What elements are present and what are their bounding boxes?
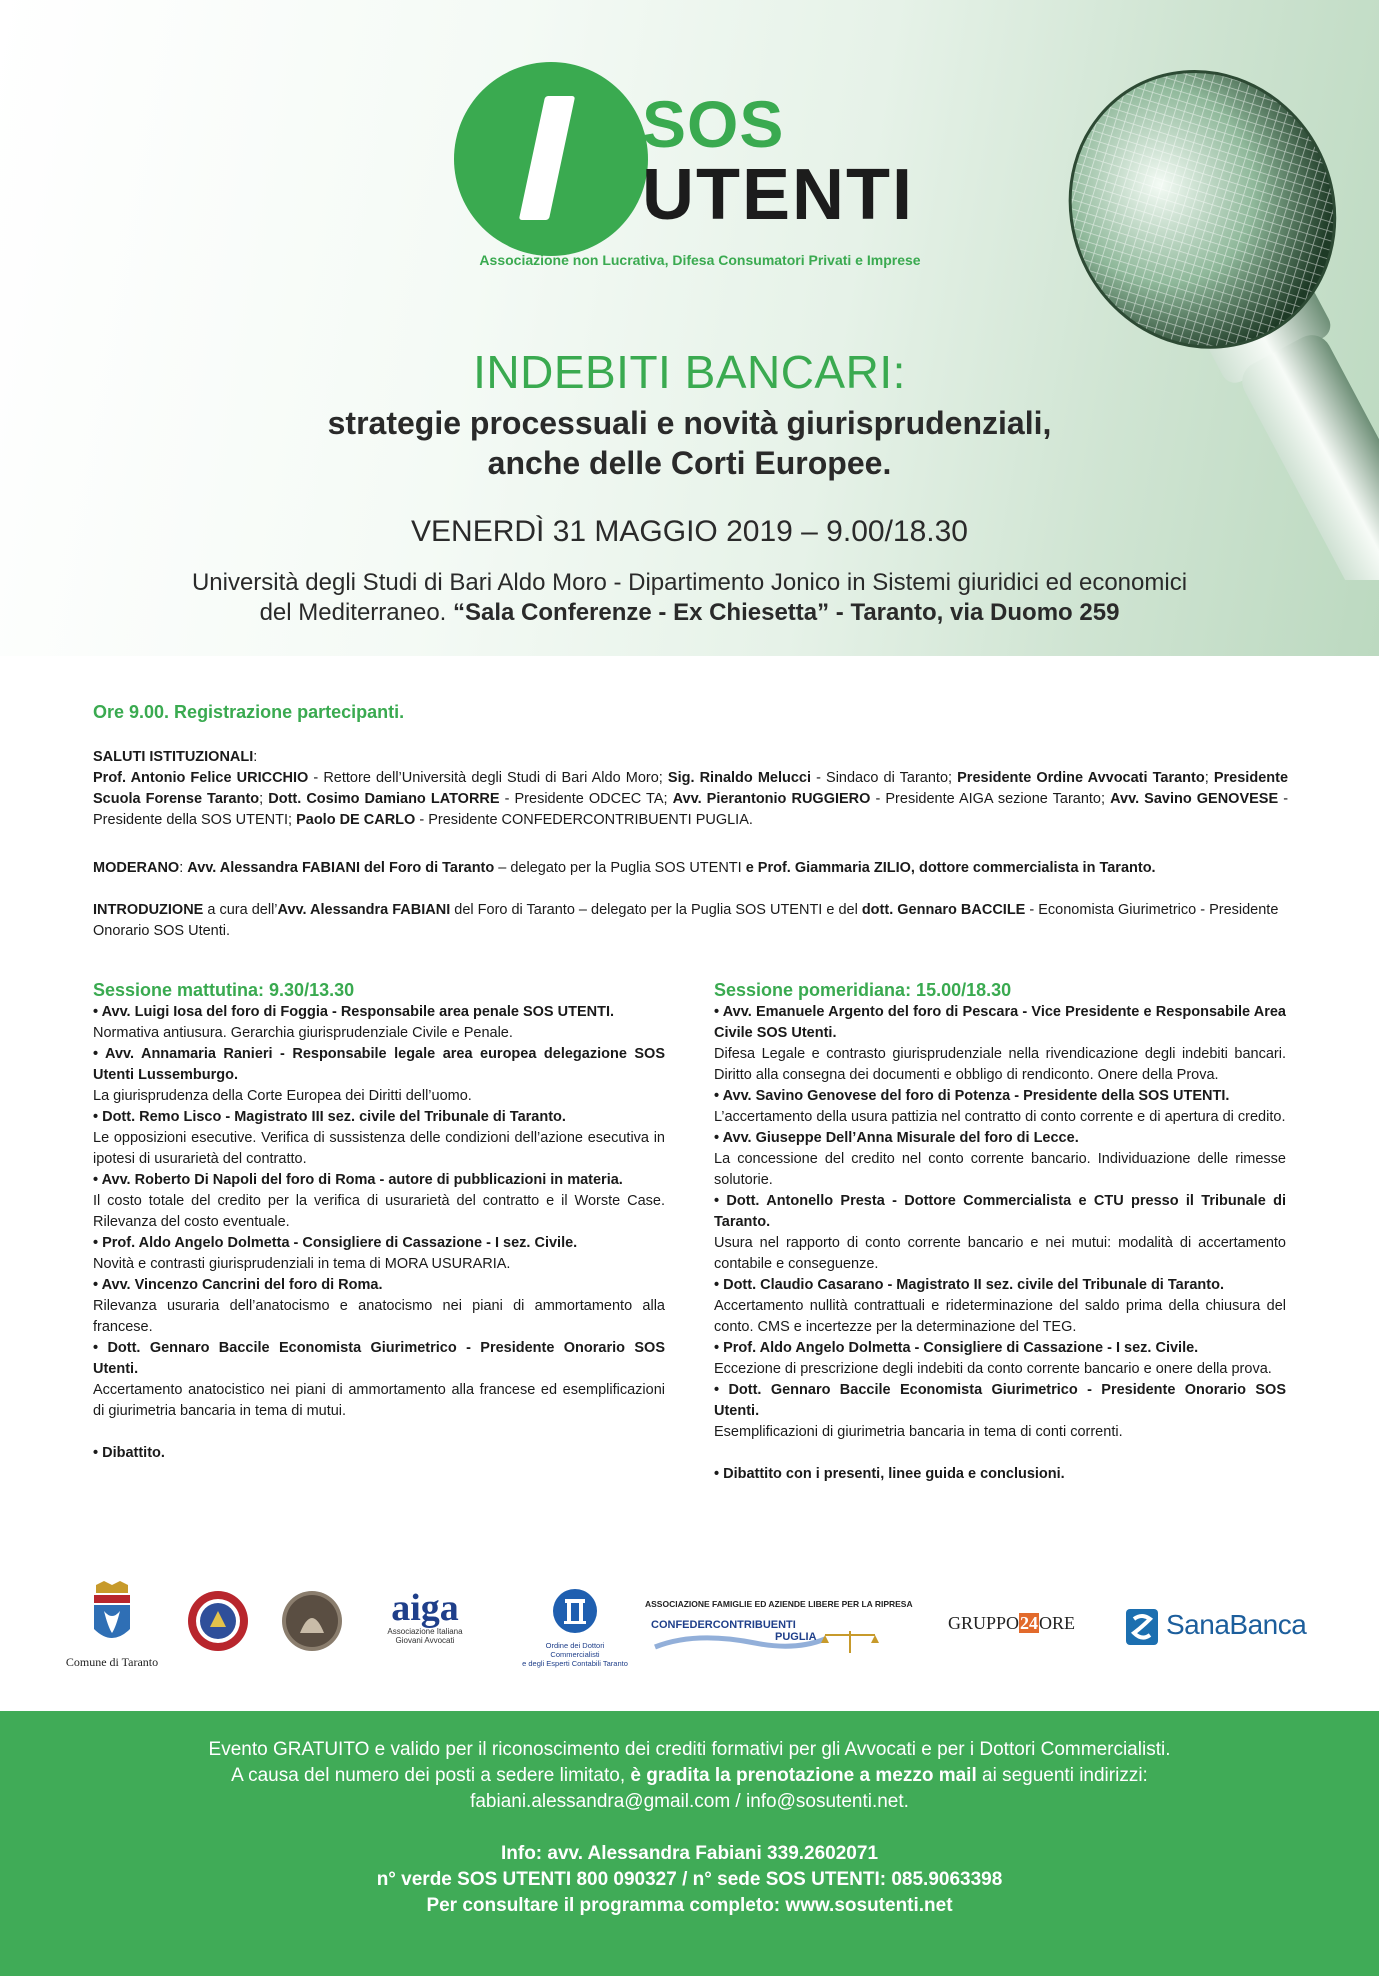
afternoon-topic: L’accertamento della usura pattizia nel contratto di conto corrente e di apertura di credito. <box>714 1109 1286 1125</box>
venue-line2-prefix: del Mediterraneo. <box>259 599 447 626</box>
introduzione-paragraph <box>93 900 1288 942</box>
saluti-istituzionali: SALUTI ISTITUZIONALI: Prof. Antonio Felice URICCHIO - Rettore dell’Università degli Studi di Bari Aldo Moro; Sig. Rinaldo Melucci - Sindaco di Taranto; Presidente Ordine Avvocati Taranto; Presidente Scuola Forense Taranto; Dott. Cosimo Damiano LATORRE - Presidente ODCEC TA; Avv. Pierantonio RUGGIERO - Presidente AIGA sezione Taranto; Avv. Savino GENOVESE - Presidente della SOS UTENTI; Paolo DE CARLO - Presidente CONFEDERCONTRIBUENTI PUGLIA. <box>93 749 1289 828</box>
confeder-name: CONFEDERCONTRIBUENTI <box>651 1619 796 1631</box>
ordine-avvocati-seal-icon <box>186 1589 250 1653</box>
morning-topic: La giurisprudenza della Corte Europea dei Diritti dell’uomo. <box>93 1088 472 1104</box>
afternoon-speaker: • Dott. Claudio Casarano - Magistrato II sez. civile del Tribunale di Taranto. <box>714 1277 1224 1293</box>
moderano-name-2: e Prof. Giammaria ZILIO, dottore commercialista in Taranto. <box>745 860 1156 876</box>
afternoon-session-heading: Sessione pomeridiana: 15.00/18.30 <box>714 980 1012 1000</box>
comune-label: Comune di Taranto <box>65 1655 159 1669</box>
logo-sos-text: SOS <box>642 87 785 161</box>
odcec-line1: Ordine dei Dottori Commercialisti <box>545 1641 605 1659</box>
footer-website[interactable]: Per consultare il programma completo: www.sosutenti.net <box>426 1895 953 1916</box>
morning-speaker: • Dott. Remo Lisco - Magistrato III sez. civile del Tribunale di Taranto. <box>93 1109 566 1125</box>
saluti-name: Paolo DE CARLO <box>296 812 416 828</box>
saluti-role: ; <box>1204 770 1214 786</box>
saluti-list <box>93 770 1288 828</box>
afternoon-topic: La concessione del credito nel conto corrente bancario. Individuazione delle rimesse solutorie. <box>714 1151 1286 1188</box>
intro-name-1: Avv. Alessandra FABIANI <box>277 902 451 918</box>
gruppo-24-text: 24 <box>1020 1613 1039 1633</box>
footer-line2-a: A causa del numero dei posti a sedere limitato, <box>231 1765 631 1786</box>
afternoon-speaker: • Dott. Gennaro Baccile Economista Giurimetrico - Presidente Onorario SOS Utenti. <box>714 1382 1286 1419</box>
sanabanca-logo <box>1124 1605 1324 1649</box>
morning-speaker: • Avv. Roberto Di Napoli del foro di Roma - autore di pubblicazioni in materia. <box>93 1172 623 1188</box>
moderano-role: – delegato per la Puglia SOS UTENTI <box>494 860 746 876</box>
saluti-name: Dott. Cosimo Damiano LATORRE <box>268 791 500 807</box>
footer-line2 <box>0 1765 1379 1787</box>
morning-session <box>93 980 665 1464</box>
morning-speaker: • Prof. Aldo Angelo Dolmetta - Consigliere di Cassazione - I sez. Civile. <box>93 1235 578 1251</box>
comune-crest-icon <box>90 1581 134 1649</box>
venue-line2 <box>0 599 1379 627</box>
saluti-role: - Presidente della SOS UTENTI; <box>93 791 1289 828</box>
intro-text-3: - Economista Giurimetrico - Presidente Onorario SOS Utenti. <box>93 902 1279 939</box>
afternoon-speaker: • Avv. Giuseppe Dell’Anna Misurale del foro di Lecce. <box>714 1130 1079 1146</box>
morning-speaker: • Avv. Vincenzo Cancrini del foro di Roma. <box>93 1277 383 1293</box>
footer-line2-b: è gradita la prenotazione a mezzo mail <box>630 1765 977 1786</box>
microphone-icon <box>1060 60 1379 580</box>
footer-line1: Evento GRATUITO e valido per il riconoscimento dei crediti formativi per gli Avvocati e per i Dottori Commercialisti. <box>208 1739 1171 1760</box>
scuola-forense-seal-icon <box>272 1581 352 1661</box>
afternoon-topic: Accertamento nullità contrattuali e rideterminazione del saldo prima della chiusura del conto. CMS e incertezze per la determinazione del TEG. <box>714 1298 1286 1335</box>
logo-circle <box>454 62 648 256</box>
afternoon-speaker: • Prof. Aldo Angelo Dolmetta - Consigliere di Cassazione - I sez. Civile. <box>714 1340 1199 1356</box>
moderano-paragraph: MODERANO: Avv. Alessandra FABIANI del Foro di Taranto – delegato per la Puglia SOS UTENTI e Prof. Giammaria ZILIO, dottore commercialista in Taranto. <box>93 860 1156 876</box>
saluti-role: - Presidente CONFEDERCONTRIBUENTI PUGLIA. <box>415 812 753 828</box>
morning-speaker: • Avv. Luigi Iosa del foro di Foggia - Responsabile area penale SOS UTENTI. <box>93 1004 614 1020</box>
comune-taranto-logo <box>56 1581 168 1670</box>
saluti-name: Avv. Savino GENOVESE <box>1110 791 1279 807</box>
saluti-name: Presidente Ordine Avvocati Taranto <box>957 770 1205 786</box>
confeder-scale-icon <box>645 1625 915 1657</box>
odcec-column-icon <box>551 1587 599 1635</box>
saluti-role: - Presidente ODCEC TA; <box>499 791 673 807</box>
confeder-region: PUGLIA <box>775 1631 817 1643</box>
intro-text-1: a cura dell’ <box>203 902 278 918</box>
sos-utenti-logo <box>454 62 934 272</box>
odcec-logo <box>520 1587 630 1668</box>
saluti-name: Sig. Rinaldo Melucci <box>667 770 812 786</box>
saluti-role: - Presidente AIGA sezione Taranto; <box>870 791 1111 807</box>
aiga-wordmark: aiga <box>391 1587 459 1629</box>
event-title: INDEBITI BANCARI: <box>473 346 906 398</box>
venue-line1: Università degli Studi di Bari Aldo Moro - Dipartimento Jonico in Sistemi giuridici ed economici <box>191 569 1188 596</box>
sponsor-logos <box>0 1575 1379 1685</box>
morning-topic: Accertamento anatocistico nei piani di ammortamento alla francese ed esemplificazioni di giurimetria bancaria in tema di mutui. <box>93 1382 665 1419</box>
morning-speaker: • Dott. Gennaro Baccile Economista Giurimetrico - Presidente Onorario SOS Utenti. <box>93 1340 665 1377</box>
confeder-top: ASSOCIAZIONE FAMIGLIE ED AZIENDE LIBERE PER LA RIPRESA <box>645 1599 913 1609</box>
morning-topic: Normativa antiusura. Gerarchia giurisprudenziale Civile e Penale. <box>93 1025 513 1041</box>
gruppo-ore-text: ORE <box>1039 1613 1076 1633</box>
morning-closing: • Dibattito. <box>93 1445 165 1461</box>
afternoon-topic: Eccezione di prescrizione degli indebiti da conto corrente bancario e onere della prova. <box>714 1361 1272 1377</box>
saluti-role: - Sindaco di Taranto; <box>811 770 958 786</box>
footer-info-contact: Info: avv. Alessandra Fabiani 339.2602071 <box>500 1843 879 1864</box>
moderano-name: Avv. Alessandra FABIANI del Foro di Taranto <box>187 860 495 876</box>
morning-topic: Novità e contrasti giurisprudenziali in tema di MORA USURARIA. <box>93 1256 511 1272</box>
venue-line2-bold: “Sala Conferenze - Ex Chiesetta” - Taranto, via Duomo 259 <box>453 599 1120 626</box>
logo-slash-icon <box>519 96 575 220</box>
afternoon-speaker: • Avv. Savino Genovese del foro di Potenza - Presidente della SOS UTENTI. <box>714 1088 1230 1104</box>
saluti-role: ; <box>259 791 269 807</box>
gruppo-text: GRUPPO <box>948 1613 1020 1633</box>
confedercontribuenti-logo <box>645 1599 915 1643</box>
moderano-label: MODERANO <box>93 860 180 876</box>
registration-line: Ore 9.00. Registrazione partecipanti. <box>93 702 405 722</box>
header-banner <box>0 0 1379 656</box>
morning-session-heading: Sessione mattutina: 9.30/13.30 <box>93 980 355 1000</box>
afternoon-topic: Difesa Legale e contrasto giurisprudenziale nella rivendicazione degli indebiti bancari. Diritto alla consegna dei documenti e obbligo di rendiconto. Onere della Prova. <box>714 1046 1286 1083</box>
morning-topic: Il costo totale del credito per la verifica di usurarietà del contratto e il Worste Case. Rilevanza del costo eventuale. <box>93 1193 665 1230</box>
footer-line2-c: ai seguenti indirizzi: <box>976 1765 1148 1786</box>
afternoon-session-list <box>714 1002 1286 1443</box>
event-subtitle-line1: strategie processuali e novità giurisprudenziali, <box>327 405 1052 441</box>
saluti-heading: SALUTI ISTITUZIONALI <box>93 749 254 765</box>
aiga-logo <box>380 1589 470 1645</box>
intro-name-2: dott. Gennaro BACCILE <box>861 902 1026 918</box>
brand-tagline: Associazione non Lucrativa, Difesa Consumatori Privati e Imprese <box>479 252 921 268</box>
footer-info-phones: n° verde SOS UTENTI 800 090327 / n° sede SOS UTENTI: 085.9063398 <box>376 1869 1003 1890</box>
afternoon-topic: Esemplificazioni di giurimetria bancaria in tema di conti correnti. <box>714 1424 1123 1440</box>
saluti-role: - Rettore dell’Università degli Studi di Bari Aldo Moro; <box>308 770 668 786</box>
afternoon-session <box>714 980 1286 1485</box>
morning-session-list <box>93 1002 665 1422</box>
saluti-name: Presidente Scuola Forense Taranto <box>93 770 1289 807</box>
sanabanca-mark-icon <box>1124 1607 1160 1647</box>
gruppo-24-ore-logo <box>948 1613 1088 1634</box>
morning-topic: Rilevanza usuraria dell’anatocismo e anatocismo nei piani di ammortamento alla francese. <box>93 1298 665 1335</box>
aiga-sub1: Associazione Italiana <box>387 1627 463 1636</box>
aiga-sub2: Giovani Avvocati <box>395 1636 455 1645</box>
saluti-name: Prof. Antonio Felice URICCHIO <box>93 770 309 786</box>
afternoon-closing: • Dibattito con i presenti, linee guida e conclusioni. <box>714 1466 1065 1482</box>
saluti-name: Avv. Pierantonio RUGGIERO <box>672 791 871 807</box>
morning-topic: Le opposizioni esecutive. Verifica di sussistenza delle condizioni dell’azione esecutiva in ipotesi di usurarietà del contratto. <box>93 1130 665 1167</box>
ordine-avvocati-logo <box>186 1589 250 1653</box>
afternoon-topic: Usura nel rapporto di conto corrente bancario e nei mutui: modalità di accertamento contabile e conseguenze. <box>714 1235 1286 1272</box>
footer-emails[interactable]: fabiani.alessandra@gmail.com / info@sosutenti.net. <box>470 1791 909 1812</box>
sanabanca-wordmark: SanaBanca <box>1166 1609 1307 1640</box>
footer-banner <box>0 1711 1379 1976</box>
event-datetime: VENERDÌ 31 MAGGIO 2019 – 9.00/18.30 <box>411 515 968 548</box>
event-subtitle-line2: anche delle Corti Europee. <box>487 445 892 481</box>
intro-label: INTRODUZIONE <box>93 902 204 918</box>
afternoon-speaker: • Avv. Emanuele Argento del foro di Pescara - Vice Presidente e Responsabile Area Civile SOS Utenti. <box>714 1004 1286 1041</box>
scuola-forense-logo <box>272 1581 352 1661</box>
afternoon-speaker: • Dott. Antonello Presta - Dottore Commercialista e CTU presso il Tribunale di Taranto. <box>714 1193 1286 1230</box>
intro-text-2: del Foro di Taranto – delegato per la Puglia SOS UTENTI e del <box>450 902 862 918</box>
morning-speaker: • Avv. Annamaria Ranieri - Responsabile legale area europea delegazione SOS Utenti Lussemburgo. <box>93 1046 665 1083</box>
odcec-line2: e degli Esperti Contabili Taranto <box>522 1659 628 1668</box>
logo-utenti-text: UTENTI <box>642 155 914 235</box>
